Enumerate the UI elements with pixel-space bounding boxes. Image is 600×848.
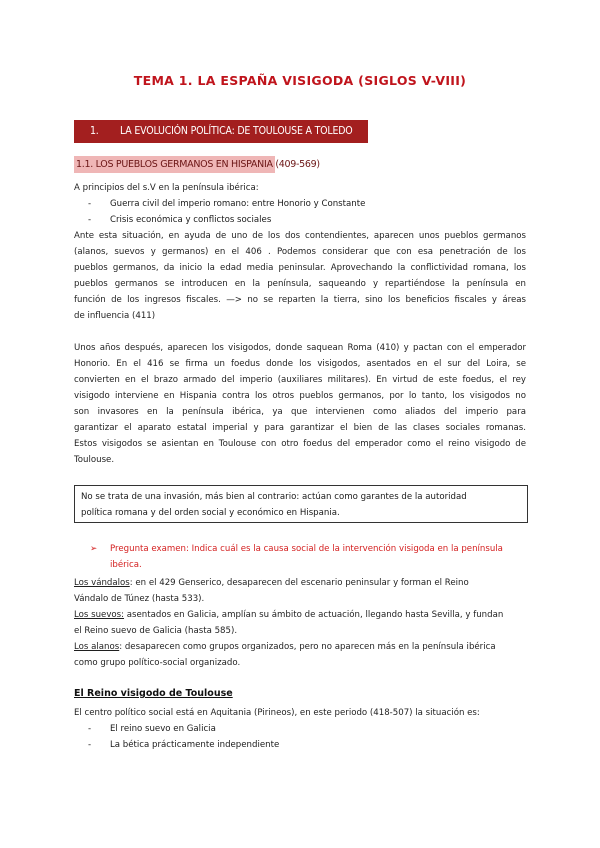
paragraph-line: garantizar el aparato estatal imperial y para garantizar el bien de las clases sociales romanas.: [74, 423, 526, 433]
toulouse-paragraph: [74, 705, 526, 721]
bullet-dash: -: [88, 199, 92, 209]
question-line: ibérica.: [110, 560, 142, 570]
alanos-line: [74, 639, 526, 655]
paragraph-2: [74, 340, 526, 468]
suevos-line: el Reino suevo de Galicia (hasta 585).: [74, 626, 238, 636]
bullet-item: Guerra civil del imperio romano: entre Honorio y Constante: [110, 199, 366, 209]
paragraph-line: Honorio. En el 416 se firma un foedus donde los visigodos, asentados en el sur del Loira, se: [74, 359, 526, 369]
paragraph-line: pueblos germanos se introducen en la península, saqueando y repartiéndose la península en: [74, 279, 526, 289]
vandalos-term: Los vándalos: [74, 578, 130, 588]
alanos-text: : desaparecen como grupos organizados, pero no aparecen más en la península ibérica: [119, 642, 496, 652]
section-heading-toulouse: El Reino visigodo de Toulouse: [74, 688, 233, 699]
toulouse-line: El centro político social está en Aquitania (Pirineos), en este periodo (418-507) la situación es:: [74, 708, 480, 718]
paragraph-line: función de los ingresos fiscales. —> no se reparten la tierra, sino los beneficios fiscales y áreas: [74, 295, 526, 305]
document-title: TEMA 1. LA ESPAÑA VISIGODA (SIGLOS V-VIII): [133, 73, 467, 88]
paragraph-line: (alanos, suevos y germanos) en el 406 . Podemos considerar que con esa penetración de los: [74, 247, 526, 257]
paragraph-line: Estos visigodos se asientan en Toulouse con otro foedus del emperador como el reino visigodo de: [74, 439, 526, 449]
arrow-bullet-icon: ➢: [90, 544, 98, 554]
bullet-dash: -: [88, 724, 92, 734]
section-label: LA EVOLUCIÓN POLÍTICA: DE TOULOUSE A TOLEDO: [120, 125, 353, 137]
suevos-paragraph: [74, 607, 526, 639]
intro-line: [74, 180, 526, 196]
bullet-item: La bética prácticamente independiente: [110, 740, 280, 750]
suevos-line: [74, 607, 526, 623]
paragraph-line: pueblos germanos, da inicio la edad media peninsular. Aprovechando la conflictividad romana, los: [74, 263, 526, 273]
paragraph-line: convierten en el brazo armado del imperio (auxiliares militares). En virtud de este foedus, el rey: [74, 375, 526, 385]
paragraph-line: visigodo interviene en Hispania contra los otros pueblos germanos, por lo tanto, los visigodos no: [74, 391, 526, 401]
highlight-box: [74, 485, 528, 523]
alanos-paragraph: [74, 639, 526, 671]
suevos-term: Los suevos:: [74, 610, 125, 620]
section-number: 1.: [90, 125, 99, 137]
paragraph-line: de influencia (411): [74, 311, 156, 321]
bullet-dash: -: [88, 215, 92, 225]
paragraph-line: Ante esta situación, en ayuda de uno de los dos contendientes, aparecen unos pueblos germanos: [74, 231, 526, 241]
paragraph-line: Unos años después, aparecen los visigodos, donde saquean Roma (410) y pactan con el emperador: [74, 343, 526, 353]
question-text: [110, 541, 530, 573]
section-heading-1: [74, 120, 368, 143]
vandalos-line: [74, 575, 526, 591]
paragraph-line: Toulouse.: [74, 455, 115, 465]
box-line: política romana y del orden social y económico en Hispania.: [81, 508, 340, 518]
vandalos-line: Vándalo de Túnez (hasta 533).: [74, 594, 205, 604]
box-line: No se trata de una invasión, más bien al contrario: actúan como garantes de la autoridad: [81, 492, 467, 502]
bullet-dash: -: [88, 740, 92, 750]
question-line: Pregunta examen: Indica cuál es la causa social de la intervención visigoda en la península: [110, 544, 503, 554]
vandalos-text: : en el 429 Genserico, desaparecen del escenario peninsular y forman el Reino: [129, 578, 469, 588]
subsection-heading-1-1: 1.1. LOS PUEBLOS GERMANOS EN HISPANIA (409-569): [74, 156, 275, 173]
bullet-item: El reino suevo en Galicia: [110, 724, 216, 734]
bullet-item: Crisis económica y conflictos sociales: [110, 215, 272, 225]
paragraph-line: son invasores en la península ibérica, ya que intervienen como aliados del imperio para: [74, 407, 526, 417]
paragraph-1: [74, 228, 526, 324]
suevos-text: asentados en Galicia, amplían su ámbito de actuación, llegando hasta Sevilla, y fundan: [124, 610, 504, 620]
intro-text: A principios del s.V en la península ibérica:: [74, 183, 259, 193]
alanos-line: como grupo político-social organizado.: [74, 658, 241, 668]
vandalos-paragraph: [74, 575, 526, 607]
alanos-term: Los alanos: [74, 642, 120, 652]
